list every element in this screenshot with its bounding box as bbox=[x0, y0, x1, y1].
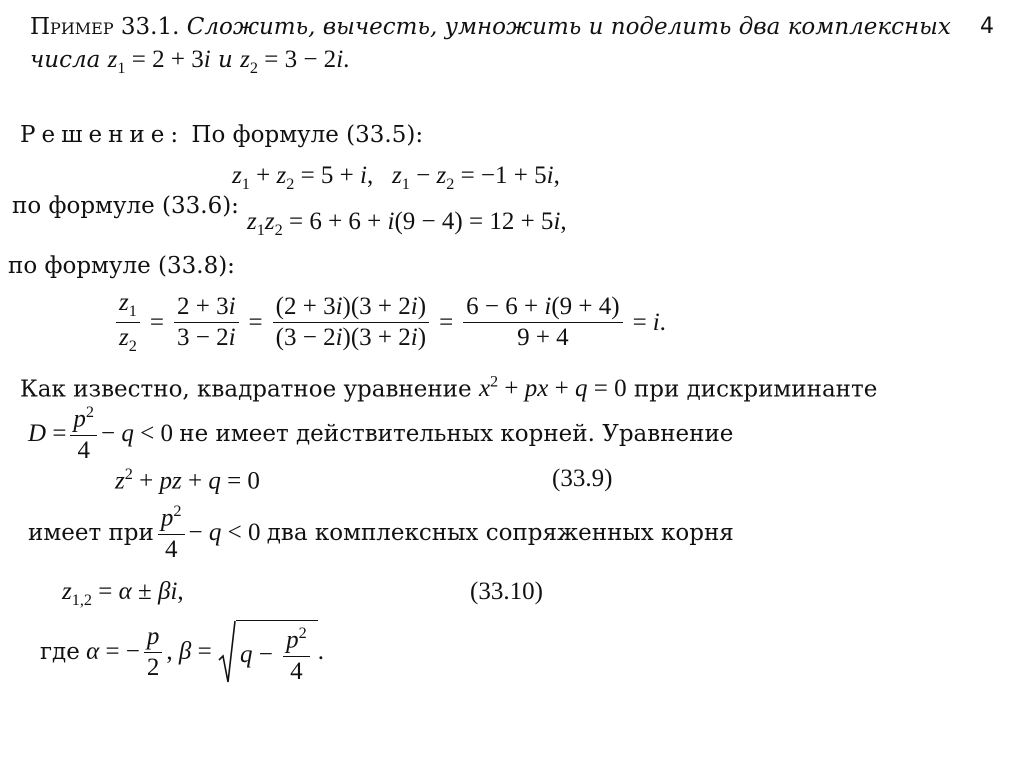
sum-diff-formula: $z_1 + z_2 = 5 + i$, $z_1 - z_2 = -1 + 5i$, bbox=[232, 162, 560, 193]
example-task-line1: Сложить, вычесть, умножить и поделить два комплексных bbox=[186, 14, 951, 40]
complex-roots-sentence: имеет при $\frac{p^2}{4}$ − q < 0 два комплексных сопряженных корня bbox=[28, 502, 734, 563]
p1-start: Как известно, квадратное уравнение bbox=[20, 376, 472, 403]
p2-end: не имеет действительных корней. Уравнение bbox=[179, 420, 734, 447]
equation-33-9-tag: (33.9) bbox=[552, 465, 613, 492]
formula-336-label: по формуле (33.6): bbox=[12, 193, 239, 219]
page-number: 4 bbox=[980, 14, 994, 39]
z1-def: $z_1 = 2 + 3i$ bbox=[107, 46, 211, 77]
p3-start: имеет при bbox=[28, 519, 154, 546]
solution-intro: По формуле (33.5): bbox=[191, 122, 424, 148]
example-task-line2-prefix: числа bbox=[30, 47, 101, 73]
square-root: q − $\frac{p^2}{4}$ bbox=[218, 620, 318, 685]
where-word: где bbox=[40, 639, 80, 666]
equation-33-9: $z^2$ + pz + q = 0 bbox=[115, 465, 260, 495]
example-title: Пример 33.1. bbox=[30, 14, 180, 40]
equation-33-10-tag: (33.10) bbox=[470, 578, 543, 605]
discriminant-line: D = $\frac{p^2}{4}$ − q < 0 не имеет действительных корней. Уравнение bbox=[28, 403, 734, 464]
product-formula: $z_1z_2 = 6 + 6 + i(9 - 4) = 12 + 5i$, bbox=[247, 208, 567, 239]
solution-line bbox=[20, 122, 423, 148]
solution-label: Решение: bbox=[20, 122, 185, 148]
z2-def: $z_2 = 3 - 2i$. bbox=[240, 46, 350, 77]
example-header-line2: числа $z_1 = 2 + 3i$ и $z_2 = 3 - 2i$. bbox=[30, 46, 350, 77]
p3-end: два комплексных сопряженных корня bbox=[266, 519, 734, 546]
quotient-formula: $\frac{z_1}{z_2}$ = $\frac{2 + 3i}{3 - 2i}$ = $\frac{(2 + 3i)(3 + 2i)}{(3 - 2i)(3 + 2i)}$ = $\frac{6 - 6 + i(9 + 4)}{9 + 4}$ = i . bbox=[112, 290, 666, 355]
quadratic-sentence: Как известно, квадратное уравнение $x^2$ + px + q = 0 при дискриминанте bbox=[20, 373, 878, 403]
p1-end: при дискриминанте bbox=[633, 376, 878, 403]
alpha-beta-definition: где α = − $\frac{p}{2}$ , β = q − $\frac{p^2}{4}$ . bbox=[40, 620, 324, 685]
formula-338-label: по формуле (33.8): bbox=[8, 253, 235, 279]
example-header-line1 bbox=[30, 14, 951, 40]
equation-33-10: $z_{1,2} = \alpha \pm \beta i$, bbox=[62, 578, 184, 609]
